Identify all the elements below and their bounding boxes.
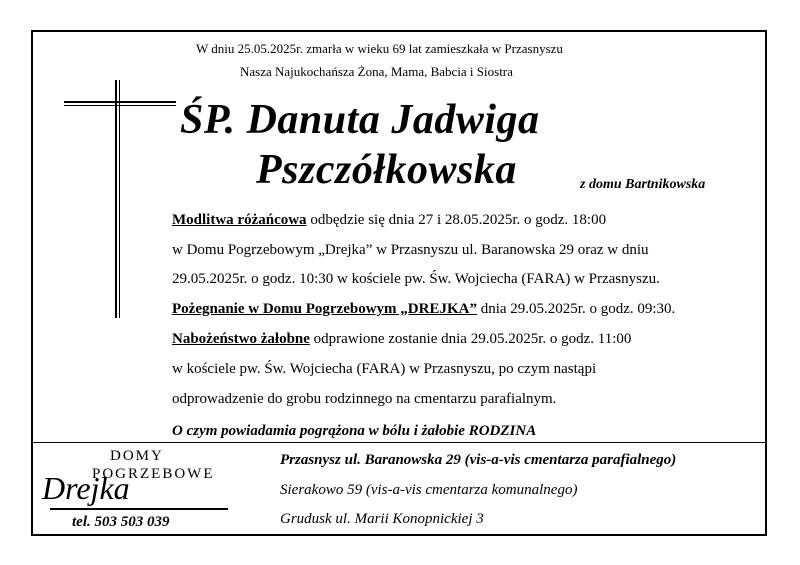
- deceased-name-first: ŚP. Danuta Jadwiga: [180, 97, 540, 143]
- farewell-text: dnia 29.05.2025r. o godz. 09:30.: [476, 301, 676, 317]
- logo-line-1: DOMY: [110, 448, 164, 464]
- phone-number: tel. 503 503 039: [72, 514, 170, 530]
- logo-line-2: POGRZEBOWE: [92, 466, 215, 482]
- mass-text: odprawione zostanie dnia 29.05.2025r. o godz. 11:00: [309, 331, 632, 347]
- rosary-line: [172, 212, 606, 229]
- deceased-surname: Pszczółkowska: [256, 147, 517, 193]
- mass-label: Nabożeństwo żałobne: [172, 331, 310, 347]
- address-line: Przasnysz ul. Baranowska 29 (vis-a-vis cmentarza parafialnego): [280, 452, 677, 468]
- closing-line: O czym powiadamia pogrążona w bólu i żałobie RODZINA: [172, 423, 537, 439]
- farewell-label: Pożegnanie w Domu Pogrzebowym „DREJKA”: [172, 301, 477, 317]
- rosary-line-3: 29.05.2025r. o godz. 10:30 w kościele pw. Św. Wojciecha (FARA) w Przasnyszu.: [172, 271, 660, 287]
- farewell-line: [172, 301, 675, 318]
- rosary-line-2: w Domu Pogrzebowym „Drejka” w Przasnyszu ul. Baranowska 29 oraz w dniu: [172, 242, 649, 258]
- mass-line: [172, 331, 631, 348]
- funeral-home-logo: [40, 448, 240, 533]
- maiden-name: z domu Bartnikowska: [580, 177, 706, 192]
- mass-line-3: odprowadzenie do grobu rodzinnego na cmentarzu parafialnym.: [172, 391, 557, 407]
- relation-line: Nasza Najukochańsza Żona, Mama, Babcia i Siostra: [240, 64, 513, 79]
- mass-line-2: w kościele pw. Św. Wojciecha (FARA) w Przasnyszu, po czym nastąpi: [172, 361, 597, 377]
- cross-icon: [115, 80, 120, 318]
- footer-divider: [33, 442, 767, 443]
- rosary-text: odbędzie się dnia 27 i 28.05.2025r. o godz. 18:00: [306, 212, 607, 228]
- logo-underline: [50, 508, 228, 510]
- logo-brand: Drejka: [42, 470, 130, 506]
- death-notice-line: W dniu 25.05.2025r. zmarła w wieku 69 lat zamieszkała w Przasnyszu: [196, 41, 563, 56]
- address-line: Sierakowo 59 (vis-a-vis cmentarza komunalnego): [280, 482, 578, 498]
- address-line: Grudusk ul. Marii Konopnickiej 3: [280, 511, 484, 527]
- cross-icon-bar: [64, 101, 176, 106]
- rosary-label: Modlitwa różańcowa: [172, 212, 307, 228]
